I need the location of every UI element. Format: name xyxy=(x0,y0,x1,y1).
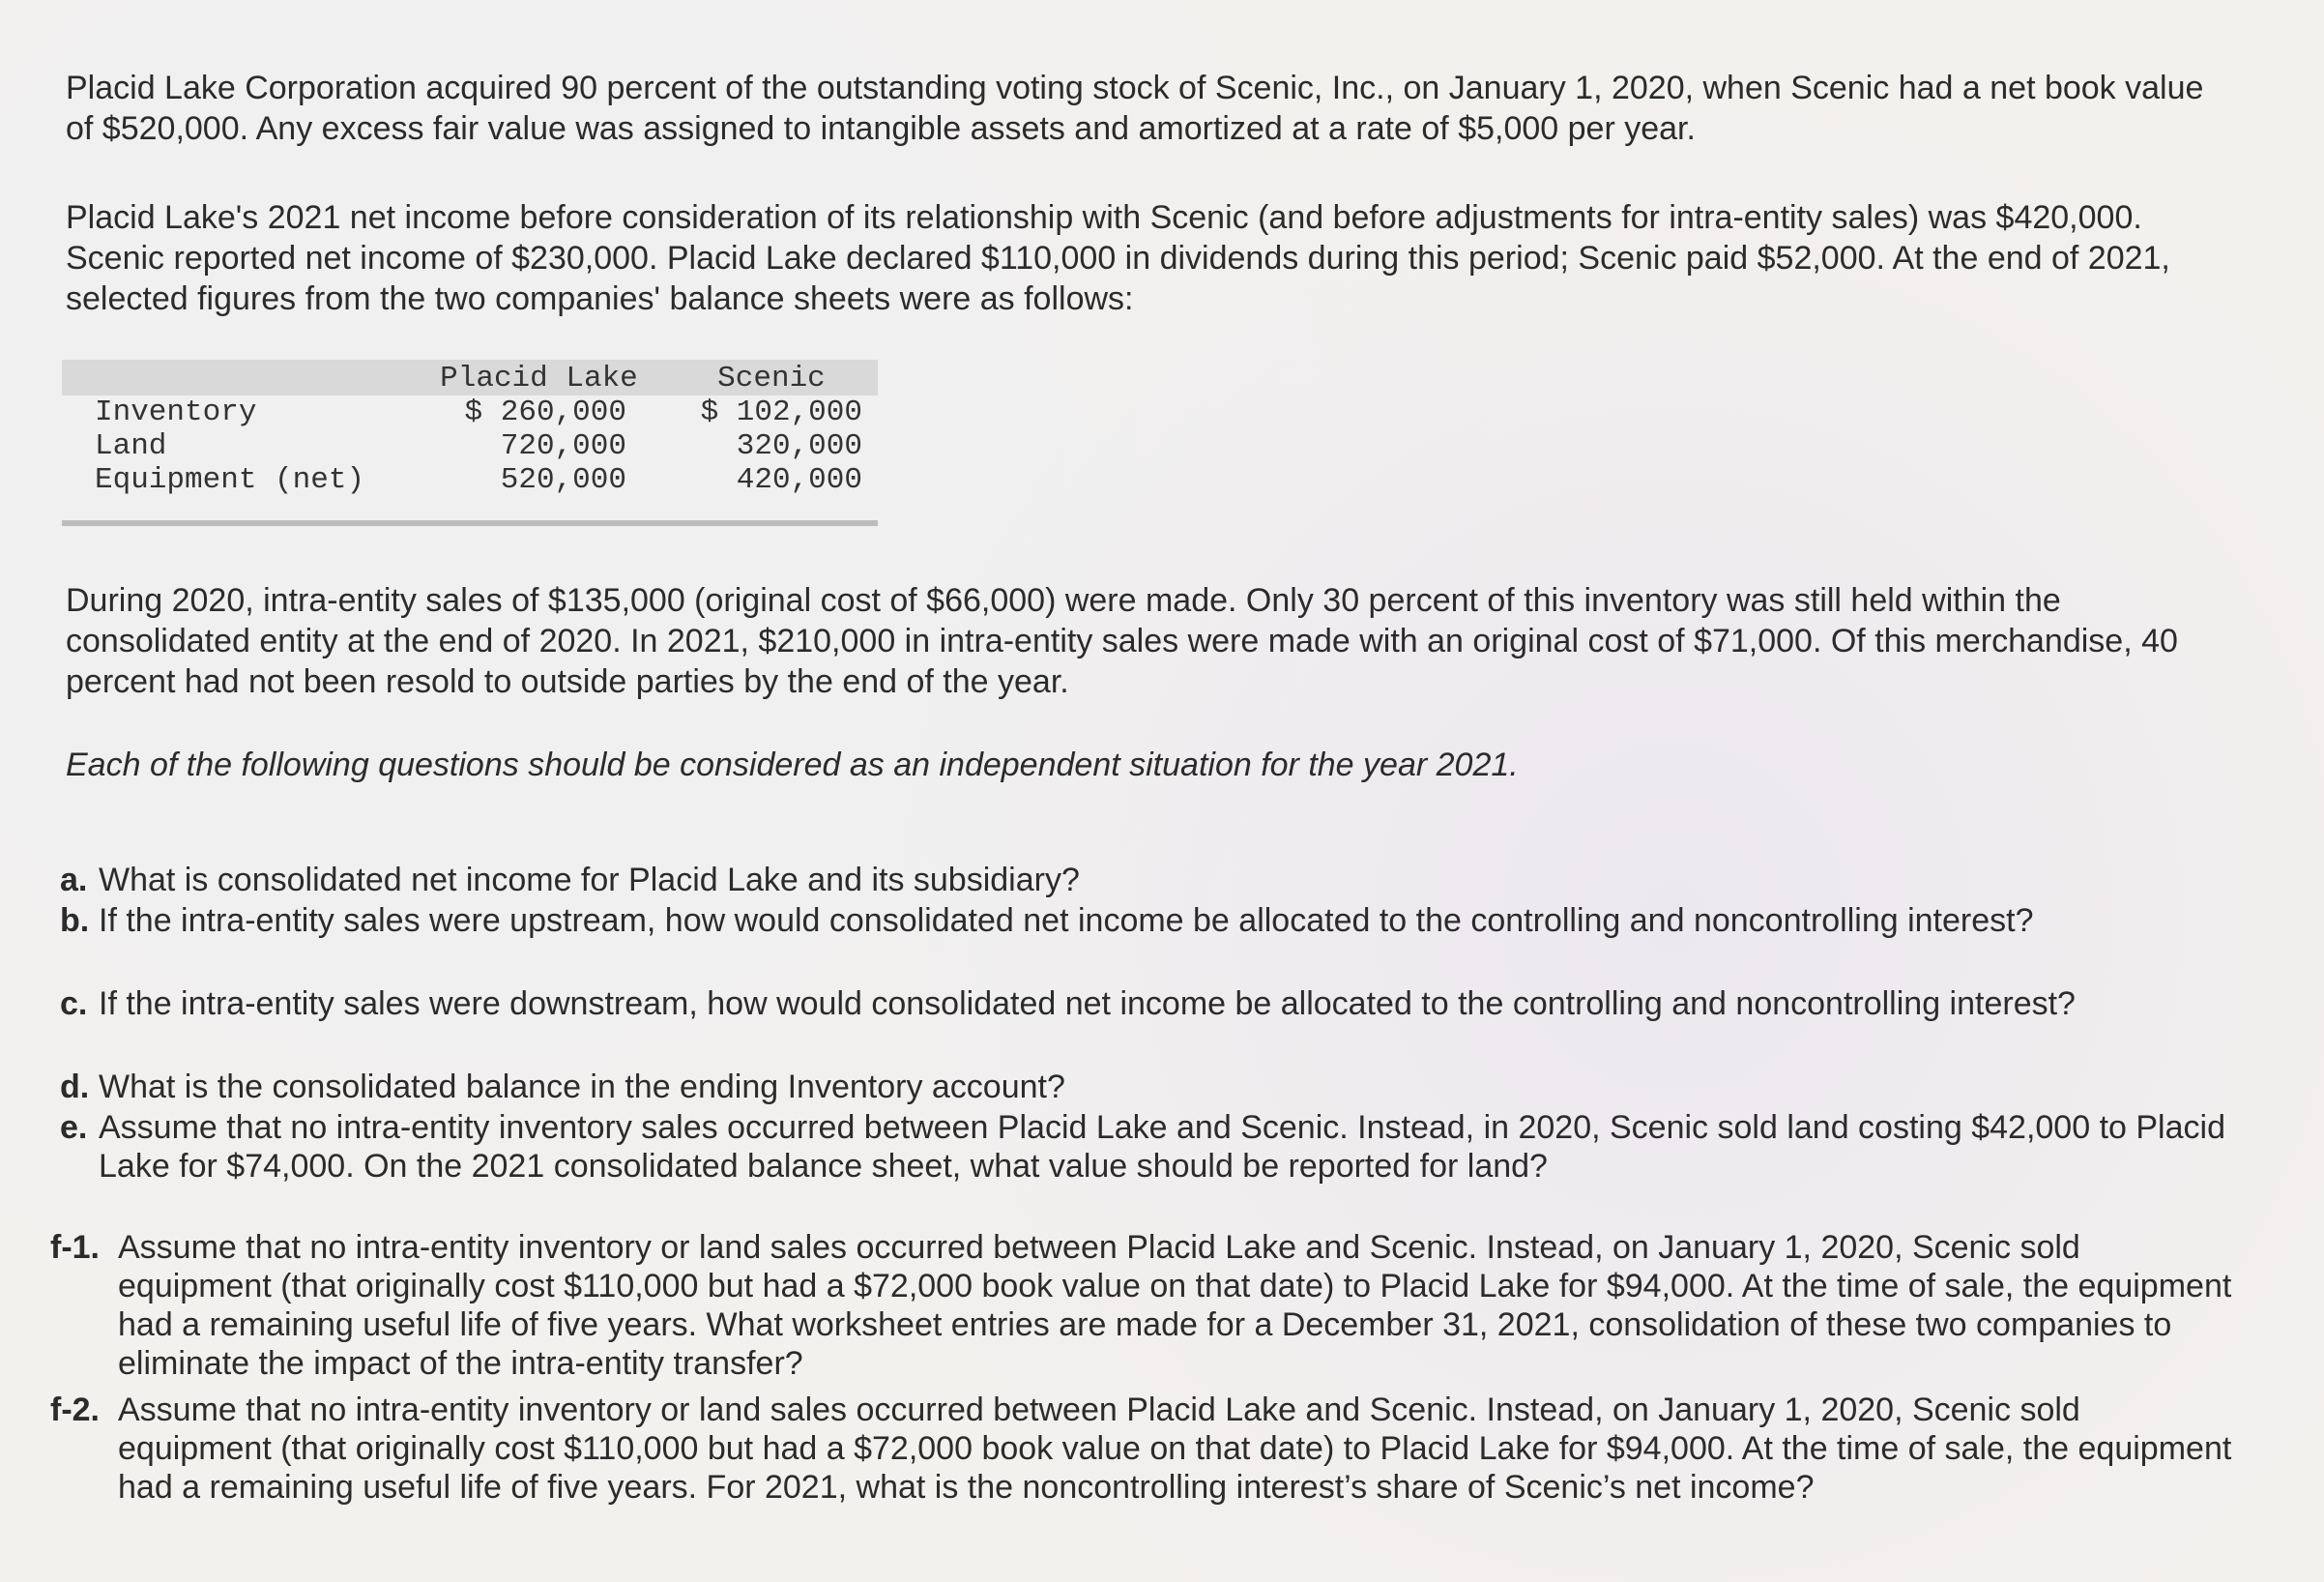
cell-placid: $ 260,000 xyxy=(464,396,626,429)
row-label: Equipment (net) xyxy=(95,463,365,497)
question-b xyxy=(60,901,2235,940)
intro-paragraph-2: Placid Lake's 2021 net income before consideration of its relationship with Scenic (and before adjustments for intra-entity sales) was $420,000. Scenic reported net income of $230,000. Placid Lake declared $110,000 in dividends during this period; Scenic paid $52,000. At the end of 2021, selected figures from the two companies' balance sheets were as follows: xyxy=(66,199,2170,317)
table-row xyxy=(62,396,878,429)
question-tag: f-1. xyxy=(50,1229,100,1266)
intro-paragraph-1: Placid Lake Corporation acquired 90 percent of the outstanding voting stock of Scenic, Inc., on January 1, 2020, when Scenic had a net book value of $520,000. Any excess fair value was assigned to intangible assets and amortized at a rate of $5,000 per year. xyxy=(66,70,2204,147)
cell-placid: 520,000 xyxy=(500,463,626,497)
question-text: If the intra-entity sales were upstream, how would consolidated net income be allocated to the controlling and noncontrolling interest? xyxy=(99,902,2034,939)
table-header-blank xyxy=(62,360,413,396)
cell-scenic: $ 102,000 xyxy=(700,396,862,429)
body-paragraph-3: During 2020, intra-entity sales of $135,000 (original cost of $66,000) were made. Only 30 percent of this inventory was still held within the consolidated entity at the end of 2020. In 2021, $210,000 in intra-entity sales were made with an original cost of $71,000. Of this merchandise, 40 percent had not been resold to outside parties by the end of the year. xyxy=(66,582,2178,700)
cell-scenic: 320,000 xyxy=(736,429,862,463)
cell-scenic: 420,000 xyxy=(736,463,862,497)
question-tag: a. xyxy=(60,862,88,898)
table-header-row xyxy=(62,360,878,396)
table-row xyxy=(62,463,878,523)
row-label: Inventory xyxy=(95,396,257,429)
row-label: Land xyxy=(95,429,167,463)
question-c xyxy=(60,984,2235,1023)
question-tag: f-2. xyxy=(50,1392,100,1428)
table-row xyxy=(62,429,878,463)
question-tag: b. xyxy=(60,902,90,939)
question-e xyxy=(60,1108,2235,1186)
question-tag: c. xyxy=(60,985,88,1022)
question-tag: d. xyxy=(60,1069,90,1105)
table-header-scenic: Scenic xyxy=(665,360,878,396)
question-text: Assume that no intra-entity inventory or land sales occurred between Placid Lake and Scenic. Instead, on January 1, 2020, Scenic sold equipment (that originally cost $110,000 but had a $72,000 book value on that date) to Placid Lake for $94,000. At the time of sale, the equipment had a remaining useful life of five years. What worksheet entries are made for a December 31, 2021, consolidation of these two companies to eliminate the impact of the intra-entity transfer? xyxy=(118,1229,2232,1382)
cell-placid: 720,000 xyxy=(500,429,626,463)
question-text: What is consolidated net income for Placid Lake and its subsidiary? xyxy=(99,862,1080,898)
body-paragraph-4: Each of the following questions should be considered as an independent situation for the year 2021. xyxy=(66,747,1519,783)
table-header-placid: Placid Lake xyxy=(413,360,665,396)
question-d xyxy=(60,1068,2235,1106)
question-a xyxy=(60,861,2235,899)
question-f2 xyxy=(50,1391,2235,1507)
question-text: Assume that no intra-entity inventory or land sales occurred between Placid Lake and Scenic. Instead, on January 1, 2020, Scenic sold equipment (that originally cost $110,000 but had a $72,000 book value on that date) to Placid Lake for $94,000. At the time of sale, the equipment had a remaining useful life of five years. For 2021, what is the noncontrolling interest’s share of Scenic’s net income? xyxy=(118,1392,2232,1506)
balance-sheet-table xyxy=(62,360,878,526)
question-text: What is the consolidated balance in the ending Inventory account? xyxy=(99,1069,1065,1105)
question-text: If the intra-entity sales were downstream, how would consolidated net income be allocated to the controlling and noncontrolling interest? xyxy=(99,985,2076,1022)
question-f1 xyxy=(50,1228,2235,1383)
question-tag: e. xyxy=(60,1109,88,1146)
question-text: Assume that no intra-entity inventory sales occurred between Placid Lake and Scenic. Instead, in 2020, Scenic sold land costing $42,000 to Placid Lake for $74,000. On the 2021 consolidated balance sheet, what value should be reported for land? xyxy=(99,1109,2225,1185)
